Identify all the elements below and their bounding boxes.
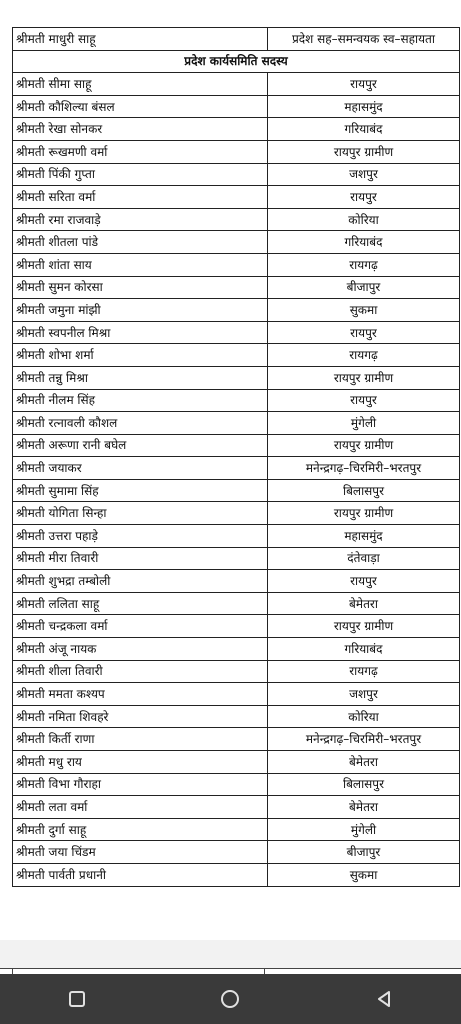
table-row: [13, 592, 460, 615]
member-district: रायगढ़: [268, 660, 460, 683]
top-row-name: श्रीमती माधुरी साहू: [13, 28, 268, 51]
table-row: [13, 751, 460, 774]
member-name: श्रीमती रेखा सोनकर: [13, 118, 268, 141]
member-name: श्रीमती लता वर्मा: [13, 796, 268, 819]
member-name: श्रीमती सरिता वर्मा: [13, 186, 268, 209]
member-name: श्रीमती विभा गौराहा: [13, 773, 268, 796]
recent-apps-icon: [67, 989, 87, 1009]
member-district: महासमुंद: [268, 95, 460, 118]
member-district: रायगढ़: [268, 253, 460, 276]
member-district: कोरिया: [268, 208, 460, 231]
member-name: श्रीमती मीरा तिवारी: [13, 547, 268, 570]
table-row: [13, 186, 460, 209]
member-name: श्रीमती नमिता शिवहरे: [13, 705, 268, 728]
table-row: [13, 728, 460, 751]
member-district: रायगढ़: [268, 344, 460, 367]
member-name: श्रीमती रूखमणी वर्मा: [13, 140, 268, 163]
table-row: [13, 434, 460, 457]
table-row: [13, 863, 460, 886]
member-name: श्रीमती नीलम सिंह: [13, 389, 268, 412]
member-district: गरियाबंद: [268, 638, 460, 661]
member-name: श्रीमती जया चिंडम: [13, 841, 268, 864]
member-district: बेमेतरा: [268, 796, 460, 819]
member-name: श्रीमती ललिता साहू: [13, 592, 268, 615]
member-name: श्रीमती रत्नावली कौशल: [13, 412, 268, 435]
table-row: [13, 570, 460, 593]
member-district: गरियाबंद: [268, 118, 460, 141]
member-name: श्रीमती मधु राय: [13, 751, 268, 774]
member-district: रायपुर: [268, 570, 460, 593]
table-row: [13, 457, 460, 480]
member-district: रायपुर: [268, 321, 460, 344]
table-row: [13, 321, 460, 344]
member-name: श्रीमती किर्ती राणा: [13, 728, 268, 751]
member-name: श्रीमती शीतला पांडे: [13, 231, 268, 254]
table-row: [13, 118, 460, 141]
table-row: [13, 796, 460, 819]
member-district: रायपुर ग्रामीण: [268, 366, 460, 389]
top-row-role: प्रदेश सह–समन्वयक स्व–सहायता: [268, 28, 460, 51]
member-name: श्रीमती सुमन कोरसा: [13, 276, 268, 299]
member-district: मुंगेली: [268, 818, 460, 841]
table-row: [13, 366, 460, 389]
member-name: श्रीमती शीला तिवारी: [13, 660, 268, 683]
member-district: सुकमा: [268, 863, 460, 886]
member-district: दंतेवाड़ा: [268, 547, 460, 570]
table-row: [13, 547, 460, 570]
member-district: रायपुर: [268, 186, 460, 209]
member-district: रायपुर ग्रामीण: [268, 615, 460, 638]
member-district: मनेन्द्रगढ़–चिरमिरी–भरतपुर: [268, 457, 460, 480]
member-district: मनेन्द्रगढ़–चिरमिरी–भरतपुर: [268, 728, 460, 751]
page-gap: [0, 940, 461, 968]
member-name: श्रीमती पिंकी गुप्ता: [13, 163, 268, 186]
member-district: बिलासपुर: [268, 479, 460, 502]
member-district: रायपुर ग्रामीण: [268, 502, 460, 525]
member-district: रायपुर ग्रामीण: [268, 434, 460, 457]
member-name: श्रीमती कौशिल्या बंसल: [13, 95, 268, 118]
member-district: रायपुर ग्रामीण: [268, 140, 460, 163]
table-row: [13, 638, 460, 661]
table-row: [13, 163, 460, 186]
member-name: श्रीमती चन्द्रकला वर्मा: [13, 615, 268, 638]
table-row: [13, 299, 460, 322]
member-district: रायपुर: [268, 389, 460, 412]
member-name: श्रीमती अंजू नायक: [13, 638, 268, 661]
table-row: [13, 208, 460, 231]
member-name: श्रीमती दुर्गा साहू: [13, 818, 268, 841]
member-district: गरियाबंद: [268, 231, 460, 254]
member-name: श्रीमती शुभद्रा तम्बोली: [13, 570, 268, 593]
member-name: श्रीमती सुमामा सिंह: [13, 479, 268, 502]
member-name: श्रीमती शोभा शर्मा: [13, 344, 268, 367]
table-row: [13, 705, 460, 728]
member-district: मुंगेली: [268, 412, 460, 435]
table-row: [13, 773, 460, 796]
member-name: श्रीमती योगिता सिन्हा: [13, 502, 268, 525]
table-row: [13, 253, 460, 276]
back-button[interactable]: [364, 979, 404, 1019]
member-district: बेमेतरा: [268, 592, 460, 615]
member-district: सुकमा: [268, 299, 460, 322]
table-row: [13, 525, 460, 548]
recent-apps-button[interactable]: [57, 979, 97, 1019]
table-row: [13, 412, 460, 435]
member-name: श्रीमती रमा राजवाड़े: [13, 208, 268, 231]
member-name: श्रीमती जमुना मांझी: [13, 299, 268, 322]
table-row: [13, 502, 460, 525]
back-icon: [374, 989, 394, 1009]
member-name: श्रीमती शांता साय: [13, 253, 268, 276]
member-name: श्रीमती ममता कश्यप: [13, 683, 268, 706]
table-row: [13, 276, 460, 299]
section-header-row: [13, 50, 460, 73]
member-district: बीजापुर: [268, 276, 460, 299]
table-row: [13, 344, 460, 367]
member-name: श्रीमती स्वपनील मिश्रा: [13, 321, 268, 344]
table-row: [13, 841, 460, 864]
table-row: [13, 389, 460, 412]
member-name: श्रीमती तन्नु मिश्रा: [13, 366, 268, 389]
member-name: श्रीमती उत्तरा पहाड़े: [13, 525, 268, 548]
table-row: [13, 140, 460, 163]
home-button[interactable]: [210, 979, 250, 1019]
table-row: [13, 683, 460, 706]
member-district: महासमुंद: [268, 525, 460, 548]
member-name: श्रीमती पार्वती प्रधानी: [13, 863, 268, 886]
top-row: [13, 28, 460, 51]
member-district: जशपुर: [268, 683, 460, 706]
table-row: [13, 615, 460, 638]
member-name: श्रीमती जयाकर: [13, 457, 268, 480]
table-row: [13, 231, 460, 254]
table-row: [13, 95, 460, 118]
table-row: [13, 479, 460, 502]
member-district: बेमेतरा: [268, 751, 460, 774]
table-row: [13, 73, 460, 96]
member-district: जशपुर: [268, 163, 460, 186]
member-district: बिलासपुर: [268, 773, 460, 796]
member-district: कोरिया: [268, 705, 460, 728]
member-district: रायपुर: [268, 73, 460, 96]
android-nav-bar: [0, 974, 461, 1024]
home-icon: [218, 987, 242, 1011]
member-table: [12, 27, 460, 887]
section-title: प्रदेश कार्यसमिति सदस्य: [13, 50, 460, 73]
table-row: [13, 660, 460, 683]
member-name: श्रीमती अरूणा रानी बघेल: [13, 434, 268, 457]
member-district: बीजापुर: [268, 841, 460, 864]
table-row: [13, 818, 460, 841]
member-name: श्रीमती सीमा साहू: [13, 73, 268, 96]
